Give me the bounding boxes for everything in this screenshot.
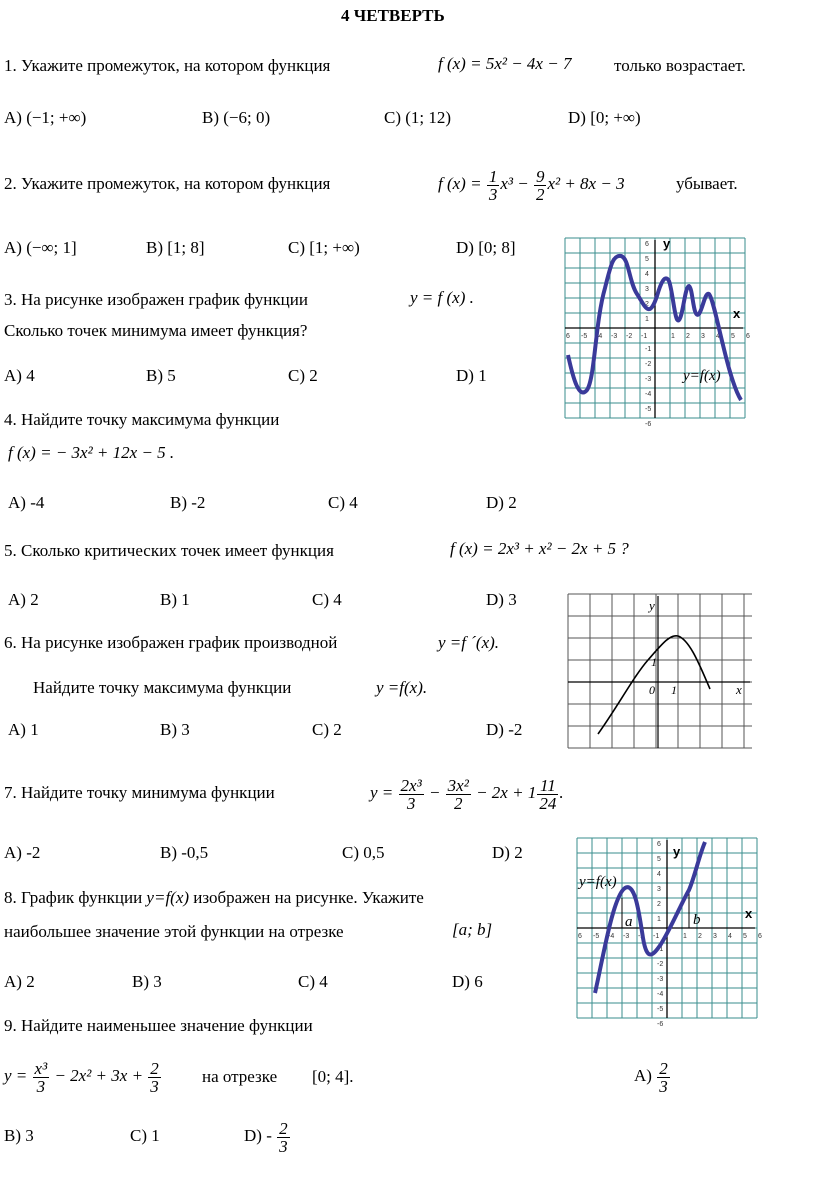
q8-option-a[interactable]: A) 2 bbox=[4, 972, 35, 991]
q8-line1-a: 8. График функции bbox=[4, 888, 143, 907]
q9-segment: [0; 4]. bbox=[312, 1067, 354, 1086]
q8-option-c[interactable]: C) 4 bbox=[298, 972, 328, 991]
y-tick-label: 5 bbox=[645, 256, 649, 263]
y-tick-label: 3 bbox=[657, 886, 661, 893]
x-tick-label: 6 bbox=[566, 333, 570, 340]
q7-formula bbox=[370, 765, 564, 821]
q9-frac2-den: 3 bbox=[150, 1076, 159, 1096]
q2-frac2-den: 2 bbox=[535, 184, 545, 204]
q9-option-d-label: D) - bbox=[244, 1126, 272, 1145]
q7-frac1-num: 2x³ bbox=[400, 775, 422, 795]
y-tick-label: 1 bbox=[657, 916, 661, 923]
x-tick-label: -3 bbox=[623, 933, 630, 940]
q3-option-a[interactable]: A) 4 bbox=[4, 366, 35, 385]
q9-line1: 9. Найдите наименьшее значение функции bbox=[4, 1016, 313, 1035]
x-tick-label: 1 bbox=[671, 333, 675, 340]
q7-end: . bbox=[559, 783, 564, 802]
x-tick-label: -1 bbox=[653, 933, 660, 940]
q7-lhs: y = bbox=[370, 783, 394, 802]
q4-option-a[interactable]: A) -4 bbox=[8, 493, 45, 512]
q5-option-a[interactable]: A) 2 bbox=[8, 590, 39, 609]
q8-y-label: y bbox=[673, 844, 681, 859]
q2-frac2 bbox=[534, 168, 547, 203]
q9-option-d-den: 3 bbox=[279, 1136, 288, 1156]
q2-formula bbox=[438, 156, 625, 212]
q6-formula1: y =f ´(x). bbox=[438, 633, 500, 652]
q9-option-b[interactable]: B) 3 bbox=[4, 1126, 34, 1145]
x-tick-label: -4 bbox=[608, 933, 615, 940]
q6-option-a[interactable]: A) 1 bbox=[8, 720, 39, 739]
q6-option-c[interactable]: C) 2 bbox=[312, 720, 342, 739]
q2-frac1-num: 1 bbox=[488, 166, 498, 186]
y-tick-label: -5 bbox=[657, 1006, 664, 1013]
x-tick-label: -5 bbox=[581, 333, 588, 340]
q4-option-b[interactable]: B) -2 bbox=[170, 493, 206, 512]
q7-frac1-den: 3 bbox=[406, 793, 416, 813]
x-tick-label: 6 bbox=[578, 933, 582, 940]
x-tick-label: 2 bbox=[698, 933, 702, 940]
q7-option-d[interactable]: D) 2 bbox=[492, 843, 523, 862]
q8-formula: y=f(x) bbox=[146, 888, 190, 907]
q6-x-label: x bbox=[736, 682, 742, 697]
q8-a-label: a bbox=[625, 914, 633, 930]
y-tick-label: 3 bbox=[645, 286, 649, 293]
q1-option-a[interactable]: A) (−1; +∞) bbox=[4, 108, 87, 127]
q2-text: 2. Укажите промежуток, на котором функция bbox=[4, 174, 331, 193]
q8-option-d[interactable]: D) 6 bbox=[452, 972, 483, 991]
q1-text-after: только возрастает. bbox=[614, 56, 746, 75]
q4-option-d[interactable]: D) 2 bbox=[486, 493, 517, 512]
q6-line1: 6. На рисунке изображен график производной bbox=[4, 633, 338, 652]
q6-grid bbox=[568, 594, 752, 748]
q5-text: 5. Сколько критических точек имеет функция bbox=[4, 541, 334, 560]
x-tick-label: 5 bbox=[731, 333, 735, 340]
q2-term1: x³ − bbox=[500, 174, 529, 193]
x-tick-label: 3 bbox=[713, 933, 717, 940]
q8-interval: [a; b] bbox=[452, 920, 493, 939]
q2-term2: x² + 8x − 3 bbox=[547, 174, 625, 193]
q5-option-c[interactable]: C) 4 bbox=[312, 590, 342, 609]
q7-option-b[interactable]: B) -0,5 bbox=[160, 843, 209, 862]
q2-frac2-num: 9 bbox=[535, 166, 545, 186]
q1-option-d[interactable]: D) [0; +∞) bbox=[568, 108, 641, 127]
q2-frac1 bbox=[487, 168, 500, 203]
q2-option-d[interactable]: D) [0; 8] bbox=[456, 238, 516, 257]
x-tick-label: -2 bbox=[638, 933, 645, 940]
q9-option-d[interactable] bbox=[244, 1108, 291, 1164]
q7-frac2 bbox=[446, 777, 471, 812]
q1-text: 1. Укажите промежуток, на котором функция bbox=[4, 56, 331, 75]
q8-function-graph bbox=[577, 838, 762, 1028]
q3-line2: Сколько точек минимума имеет функция? bbox=[4, 321, 308, 340]
y-tick-label: 6 bbox=[645, 241, 649, 248]
y-tick-label: -6 bbox=[645, 421, 652, 428]
q6-option-b[interactable]: B) 3 bbox=[160, 720, 190, 739]
q8-option-b[interactable]: B) 3 bbox=[132, 972, 162, 991]
q9-option-d-frac bbox=[277, 1120, 290, 1155]
q3-option-b[interactable]: B) 5 bbox=[146, 366, 176, 385]
q8-b-label: b bbox=[693, 912, 701, 928]
x-tick-label: -5 bbox=[593, 933, 600, 940]
q6-line2: Найдите точку максимума функции bbox=[33, 678, 292, 697]
q2-frac1-den: 3 bbox=[488, 184, 498, 204]
q9-formula bbox=[4, 1048, 162, 1104]
q1-formula: f (x) = 5x² − 4x − 7 bbox=[438, 54, 572, 73]
x-tick-label: 6 bbox=[758, 933, 762, 940]
y-tick-label: 1 bbox=[645, 316, 649, 323]
q2-text-after: убывает. bbox=[676, 174, 738, 193]
y-tick-label: -2 bbox=[657, 961, 664, 968]
q7-frac1 bbox=[399, 777, 424, 812]
x-tick-label: -1 bbox=[641, 333, 648, 340]
y-tick-label: -6 bbox=[657, 1021, 664, 1028]
q1-option-c[interactable]: C) (1; 12) bbox=[384, 108, 452, 127]
q6-derivative-graph bbox=[568, 594, 752, 748]
x-tick-label: 2 bbox=[686, 333, 690, 340]
x-tick-label: -4 bbox=[596, 333, 603, 340]
y-tick-label: -3 bbox=[657, 976, 664, 983]
y-tick-label: 6 bbox=[657, 841, 661, 848]
y-tick-label: -1 bbox=[645, 346, 652, 353]
q1-option-b[interactable]: B) (−6; 0) bbox=[202, 108, 271, 127]
q8-line1 bbox=[4, 888, 424, 908]
q9-frac2-num: 2 bbox=[150, 1058, 159, 1078]
y-tick-label: -5 bbox=[645, 406, 652, 413]
q4-line1: 4. Найдите точку максимума функции bbox=[4, 410, 280, 429]
x-tick-label: 4 bbox=[728, 933, 732, 940]
q6-one-y: 1 bbox=[651, 655, 657, 669]
y-tick-label: -2 bbox=[645, 361, 652, 368]
q2-formula-lhs: f (x) = bbox=[438, 174, 482, 193]
q9-option-a[interactable] bbox=[634, 1048, 671, 1104]
q3-function-graph bbox=[565, 236, 750, 428]
q5-option-d[interactable]: D) 3 bbox=[486, 590, 517, 609]
y-tick-label: -4 bbox=[657, 991, 664, 998]
q8-line2: наибольшее значение этой функции на отрезке bbox=[4, 922, 344, 941]
q6-y-label: y bbox=[649, 598, 655, 613]
q9-frac1-den: 3 bbox=[36, 1076, 46, 1096]
q3-formula: y = f (x) . bbox=[410, 288, 474, 307]
q9-frac1 bbox=[33, 1060, 50, 1095]
q6-option-d[interactable]: D) -2 bbox=[486, 720, 523, 739]
q7-frac3-num: 11 bbox=[537, 777, 558, 795]
x-tick-label: -3 bbox=[611, 333, 618, 340]
q3-x-label: x bbox=[733, 306, 741, 321]
q3-y-label: y bbox=[663, 236, 671, 251]
y-tick-label: 4 bbox=[657, 871, 661, 878]
q9-option-c[interactable]: C) 1 bbox=[130, 1126, 160, 1145]
x-tick-label: 6 bbox=[746, 333, 750, 340]
q7-option-c[interactable]: C) 0,5 bbox=[342, 843, 385, 862]
q7-frac2-den: 2 bbox=[454, 793, 463, 813]
q9-frac1-num: x³ bbox=[34, 1058, 48, 1078]
q9-option-d-num: 2 bbox=[279, 1118, 288, 1138]
q7-frac3-den: 24 bbox=[539, 793, 557, 813]
x-tick-label: 5 bbox=[743, 933, 747, 940]
q4-formula: f (x) = − 3x² + 12x − 5 . bbox=[8, 443, 175, 462]
q9-option-a-den: 3 bbox=[659, 1076, 668, 1096]
q2-option-a[interactable]: A) (−∞; 1] bbox=[4, 238, 77, 257]
y-tick-label: -1 bbox=[657, 946, 664, 953]
q5-option-b[interactable]: B) 1 bbox=[160, 590, 190, 609]
q3-option-d[interactable]: D) 1 bbox=[456, 366, 487, 385]
q9-frac2 bbox=[148, 1060, 161, 1095]
q2-option-c[interactable]: C) [1; +∞) bbox=[288, 238, 360, 257]
q6-zero: 0 bbox=[649, 683, 655, 697]
q7-middle: − 2x + 1 bbox=[476, 783, 537, 802]
q7-line1: 7. Найдите точку минимума функции bbox=[4, 783, 275, 802]
q7-frac3 bbox=[537, 777, 558, 812]
q8-curve-label: y=f(x) bbox=[579, 874, 617, 890]
q2-option-b[interactable]: B) [1; 8] bbox=[146, 238, 205, 257]
q3-curve-label: y=f(x) bbox=[683, 368, 721, 384]
page-title: 4 ЧЕТВЕРТЬ bbox=[341, 6, 445, 25]
q8-x-label: x bbox=[745, 906, 753, 921]
q3-option-c[interactable]: C) 2 bbox=[288, 366, 318, 385]
x-tick-label: 4 bbox=[716, 333, 720, 340]
q9-lhs: y = bbox=[4, 1066, 28, 1085]
q5-formula: f (x) = 2x³ + x² − 2x + 5 ? bbox=[450, 539, 629, 558]
y-tick-label: -4 bbox=[645, 391, 652, 398]
y-tick-label: 2 bbox=[645, 301, 649, 308]
q9-middle: − 2x² + 3x + bbox=[54, 1066, 144, 1085]
q6-one-x: 1 bbox=[671, 683, 677, 697]
y-tick-label: 4 bbox=[645, 271, 649, 278]
q9-option-a-num: 2 bbox=[659, 1058, 668, 1078]
q3-line1: 3. На рисунке изображен график функции bbox=[4, 290, 308, 309]
x-tick-label: 3 bbox=[701, 333, 705, 340]
x-tick-label: 1 bbox=[683, 933, 687, 940]
q9-segment-text: на отрезке bbox=[202, 1067, 278, 1086]
q7-minus: − bbox=[428, 783, 441, 802]
q7-frac2-num: 3x² bbox=[447, 775, 469, 795]
q4-option-c[interactable]: C) 4 bbox=[328, 493, 358, 512]
y-tick-label: -3 bbox=[645, 376, 652, 383]
q9-option-a-frac bbox=[657, 1060, 670, 1095]
y-tick-label: 2 bbox=[657, 901, 661, 908]
x-tick-label: -2 bbox=[626, 333, 633, 340]
y-tick-label: 5 bbox=[657, 856, 661, 863]
q9-option-a-label: A) bbox=[634, 1066, 652, 1085]
q8-line1-b: изображен на рисунке. Укажите bbox=[193, 888, 424, 907]
q7-option-a[interactable]: A) -2 bbox=[4, 843, 41, 862]
q6-formula2: y =f(x). bbox=[376, 678, 428, 697]
